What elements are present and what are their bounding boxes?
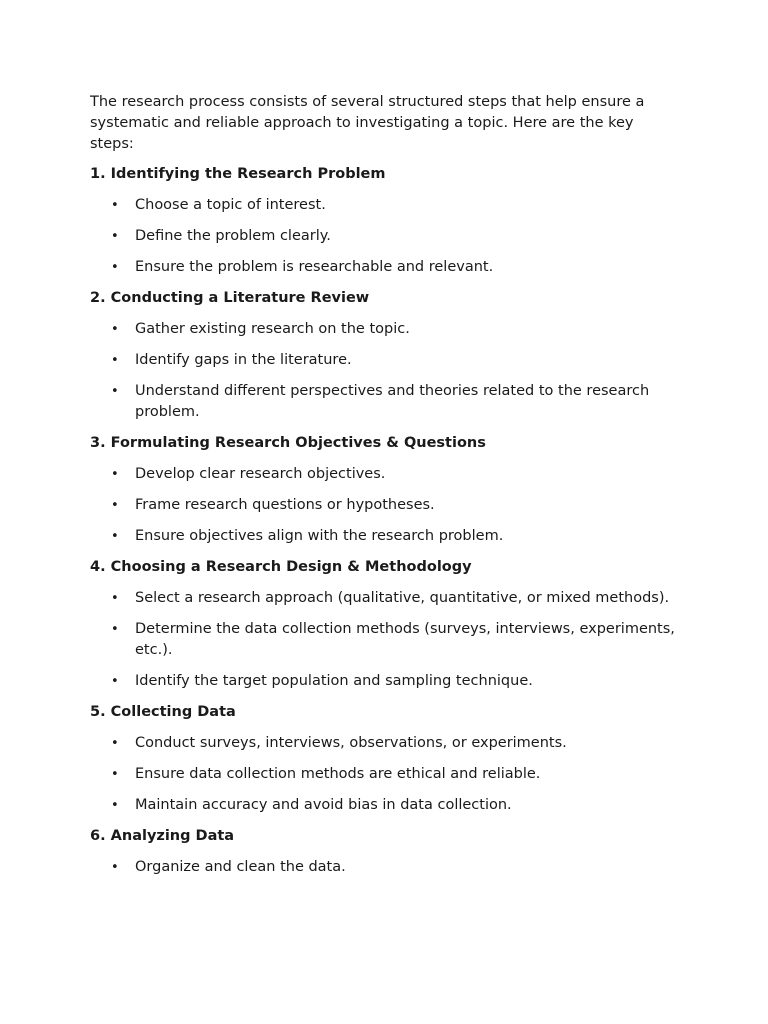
section-1 [90, 164, 680, 278]
section-heading: 5. Collecting Data [90, 704, 236, 720]
list-item-text: Ensure data collection methods are ethical and reliable. [135, 766, 541, 782]
list-item-text: Frame research questions or hypotheses. [135, 497, 435, 513]
list-item [90, 764, 680, 785]
list-item-text: Ensure objectives align with the research problem. [135, 528, 504, 544]
list-item [90, 733, 680, 754]
list-item [90, 257, 680, 278]
list-item [90, 350, 680, 371]
list-item-text: Choose a topic of interest. [135, 197, 326, 213]
section-heading: 2. Conducting a Literature Review [90, 290, 370, 306]
list-item-text: Organize and clean the data. [135, 859, 346, 875]
list-item-text: Identify gaps in the literature. [135, 352, 352, 368]
list-item-text: Identify the target population and sampling technique. [135, 673, 533, 689]
bullet-icon: • [111, 591, 119, 606]
section-3 [90, 433, 680, 547]
list-item [90, 319, 680, 340]
list-item [90, 195, 680, 216]
bullet-icon: • [111, 860, 119, 875]
document-body [90, 92, 680, 888]
list-item-text: Develop clear research objectives. [135, 466, 386, 482]
bullet-list [90, 195, 680, 278]
list-item-text: Select a research approach (qualitative, quantitative, or mixed methods). [135, 590, 670, 606]
bullet-icon: • [111, 498, 119, 513]
list-item [90, 588, 680, 609]
list-item [90, 381, 680, 423]
section-heading: 4. Choosing a Research Design & Methodology [90, 559, 472, 575]
list-item [90, 464, 680, 485]
bullet-icon: • [111, 260, 119, 275]
bullet-list [90, 588, 680, 692]
section-6 [90, 826, 680, 878]
bullet-icon: • [111, 674, 119, 689]
bullet-icon: • [111, 384, 119, 399]
bullet-icon: • [111, 467, 119, 482]
list-item [90, 795, 680, 816]
bullet-icon: • [111, 529, 119, 544]
list-item [90, 671, 680, 692]
list-item-text: Define the problem clearly. [135, 228, 331, 244]
list-item-text: Gather existing research on the topic. [135, 321, 410, 337]
list-item [90, 526, 680, 547]
section-5 [90, 702, 680, 816]
bullet-icon: • [111, 767, 119, 782]
bullet-icon: • [111, 798, 119, 813]
section-4 [90, 557, 680, 692]
bullet-icon: • [111, 353, 119, 368]
list-item-text: Determine the data collection methods (surveys, interviews, experiments, etc.). [135, 621, 675, 658]
bullet-icon: • [111, 198, 119, 213]
list-item [90, 619, 680, 661]
bullet-icon: • [111, 622, 119, 637]
bullet-list [90, 464, 680, 547]
list-item-text: Ensure the problem is researchable and relevant. [135, 259, 494, 275]
list-item-text: Conduct surveys, interviews, observations, or experiments. [135, 735, 567, 751]
section-heading: 1. Identifying the Research Problem [90, 166, 386, 182]
list-item [90, 226, 680, 247]
section-heading: 6. Analyzing Data [90, 828, 235, 844]
bullet-list [90, 733, 680, 816]
section-heading: 3. Formulating Research Objectives & Questions [90, 435, 486, 451]
bullet-list [90, 857, 680, 878]
list-item-text: Understand different perspectives and theories related to the research problem. [135, 383, 650, 420]
bullet-icon: • [111, 736, 119, 751]
list-item [90, 857, 680, 878]
intro-paragraph: The research process consists of several structured steps that help ensure a systematic and reliable approach to investigating a topic. Here are the key steps: [90, 94, 645, 152]
bullet-list [90, 319, 680, 423]
bullet-icon: • [111, 322, 119, 337]
section-2 [90, 288, 680, 423]
bullet-icon: • [111, 229, 119, 244]
list-item [90, 495, 680, 516]
list-item-text: Maintain accuracy and avoid bias in data collection. [135, 797, 512, 813]
